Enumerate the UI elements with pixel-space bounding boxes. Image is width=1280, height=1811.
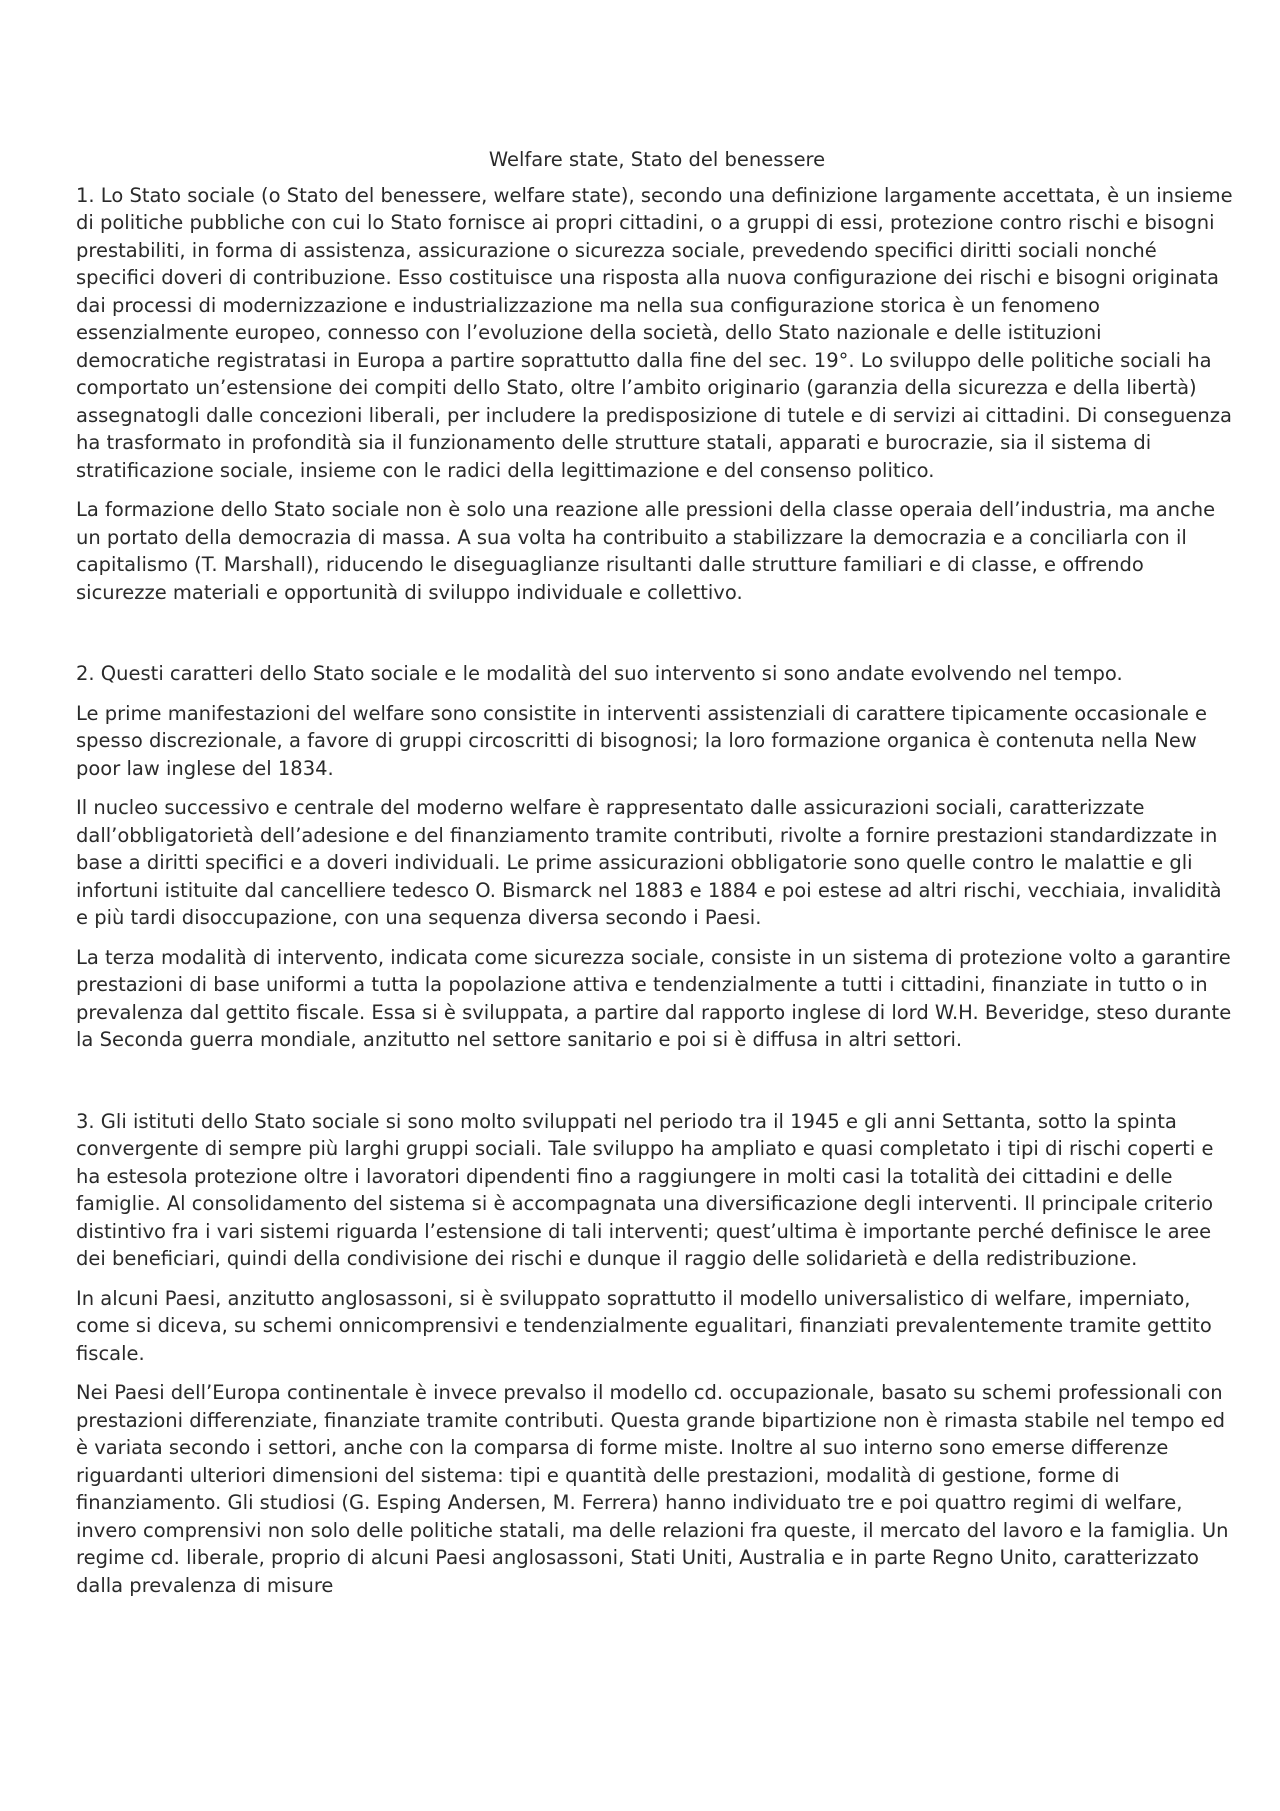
section-3	[76, 1108, 1238, 1600]
paragraph: La terza modalità di intervento, indicata come sicurezza sociale, consiste in un sistema di protezione volto a garantire prestazioni di base uniformi a tutta la popolazione attiva e tendenzialmente a tutti i cittadini, finanziate in tutto o in prevalenza dal gettito fiscale. Essa si è sviluppata, a partire dal rapporto inglese di lord W.H. Beveridge, steso durante la Seconda guerra mondiale, anzitutto nel settore sanitario e poi si è diffusa in altri settori.	[76, 945, 1232, 1051]
section-2	[76, 660, 1238, 1054]
paragraph: 3. Gli istituti dello Stato sociale si sono molto sviluppati nel periodo tra il 1945 e gli anni Settanta, sotto la spinta convergente di sempre più larghi gruppi sociali. Tale sviluppo ha ampliato e quasi completato i tipi di rischi coperti e ha estesola protezione oltre i lavoratori dipendenti fino a raggiungere in molti casi la totalità dei cittadini e delle famiglie. Al consolidamento del sistema si è accompagnata una diversificazione degli interventi. Il principale criterio distintivo fra i vari sistemi riguarda l’estensione di tali interventi; quest’ultima è importante perché definisce le aree dei beneficiari, quindi della condivisione dei rischi e dunque il raggio delle solidarietà e della redistribuzione.	[76, 1109, 1214, 1270]
section-spacer	[76, 1066, 1238, 1108]
paragraph: Il nucleo successivo e centrale del moderno welfare è rappresentato dalle assicurazioni sociali, caratterizzate dall’obbligatorietà dell’adesione e del finanziamento tramite contributi, rivolte a fornire prestazioni standardizzate in base a diritti specifici e a doveri individuali. Le prime assicurazioni obbligatorie sono quelle contro le malattie e gli infortuni istituite dal cancelliere tedesco O. Bismarck nel 1883 e 1884 e poi estese ad altri rischi, vecchiaia, invalidità e più tardi disoccupazione, con una sequenza diversa secondo i Paesi.	[76, 796, 1222, 929]
paragraph: In alcuni Paesi, anzitutto anglosassoni, si è sviluppato soprattutto il modello universalistico di welfare, imperniato, come si diceva, su schemi onnicomprensivi e tendenzialmente egualitari, finanziati prevalentemente tramite gettito fiscale.	[76, 1286, 1212, 1365]
document-page	[76, 146, 1238, 1611]
paragraph: 2. Questi caratteri dello Stato sociale e le modalità del suo intervento si sono andate evolvendo nel tempo.	[76, 662, 1123, 685]
section-spacer	[76, 618, 1238, 660]
paragraph: Le prime manifestazioni del welfare sono consistite in interventi assistenziali di carattere tipicamente occasionale e spesso discrezionale, a favore di gruppi circoscritti di bisognosi; la loro formazione organica è contenuta nella New poor law inglese del 1834.	[76, 701, 1208, 780]
section-1	[76, 182, 1238, 607]
paragraph: 1. Lo Stato sociale (o Stato del benessere, welfare state), secondo una definizione largamente accettata, è un insieme di politiche pubbliche con cui lo Stato fornisce ai propri cittadini, o a gruppi di essi, protezione contro rischi e bisogni prestabiliti, in forma di assistenza, assicurazione o sicurezza sociale, prevedendo specifici diritti sociali nonché specifici doveri di contribuzione. Esso costituisce una risposta alla nuova configurazione dei rischi e bisogni originata dai processi di modernizzazione e industrializzazione ma nella sua configurazione storica è un fenomeno essenzialmente europeo, connesso con l’evoluzione della società, dello Stato nazionale e delle istituzioni democratiche registratasi in Europa a partire soprattutto dalla fine del sec. 19°. Lo sviluppo delle politiche sociali ha comportato un’estensione dei compiti dello Stato, oltre l’ambito originario (garanzia della sicurezza e della libertà) assegnatogli dalle concezioni liberali, per includere la predisposizione di tutele e di servizi ai cittadini. Di conseguenza ha trasformato in profondità sia il funzionamento delle strutture statali, apparati e burocrazie, sia il sistema di stratificazione sociale, insieme con le radici della legittimazione e del consenso politico.	[76, 183, 1233, 482]
paragraph: La formazione dello Stato sociale non è solo una reazione alle pressioni della classe operaia dell’industria, ma anche un portato della democrazia di massa. A sua volta ha contribuito a stabilizzare la democrazia e a conciliarla con il capitalismo (T. Marshall), riducendo le diseguaglianze risultanti dalle strutture familiari e di classe, e offrendo sicurezze materiali e opportunità di sviluppo individuale e collettivo.	[76, 498, 1216, 604]
paragraph: Nei Paesi dell’Europa continentale è invece prevalso il modello cd. occupazionale, basato su schemi professionali con prestazioni differenziate, finanziate tramite contributi. Questa grande bipartizione non è rimasta stabile nel tempo ed è variata secondo i settori, anche con la comparsa di forme miste. Inoltre al suo interno sono emerse differenze riguardanti ulteriori dimensioni del sistema: tipi e quantità delle prestazioni, modalità di gestione, forme di finanziamento. Gli studiosi (G. Esping Andersen, M. Ferrera) hanno individuato tre e poi quattro regimi di welfare, invero comprensivi non solo delle politiche statali, ma delle relazioni fra queste, il mercato del lavoro e la famiglia. Un regime cd. liberale, proprio di alcuni Paesi anglosassoni, Stati Uniti, Australia e in parte Regno Unito, caratterizzato dalla prevalenza di misure	[76, 1381, 1229, 1597]
document-title: Welfare state, Stato del benessere	[488, 148, 826, 171]
